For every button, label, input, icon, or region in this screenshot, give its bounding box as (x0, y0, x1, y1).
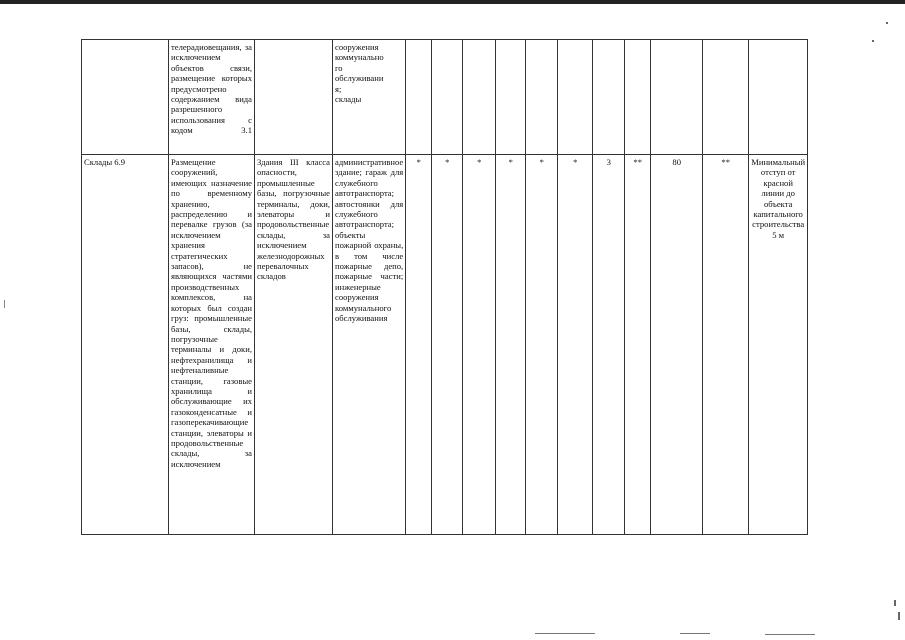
cell-empty (463, 40, 496, 155)
cell-empty (432, 40, 463, 155)
cell-auxiliary: сооружения коммунально го обслуживани я; склады (333, 40, 406, 155)
cell-value: * (558, 155, 593, 535)
cell-value: * (526, 155, 558, 535)
zoning-table (81, 39, 808, 535)
scan-speck (898, 612, 900, 620)
cell-value: 3 (593, 155, 625, 535)
cell-buildings (255, 40, 333, 155)
scan-speck (886, 22, 888, 24)
cell-description: Размещение сооружений, имеющих назначение по временному хранению, распределению и перевалке грузов (за исключением хранения стратегических запасов), не являющихся частями производственных комплексов, на которых был создан груз: промышленные базы, склады, погрузочные терминалы и доки, нефтехранилища и нефтеналивные станции, газовые хранилища и обслуживающие их газоконденсатные и газоперекачивающие станции, элеваторы и продовольственные склады, за исключением (169, 155, 255, 535)
table-row-warehouses (82, 155, 808, 535)
scan-noise (535, 633, 595, 634)
cell-empty (496, 40, 526, 155)
cell-setback: Минимальный отступ от красной линии до объекта капитального строительства 5 м (749, 155, 808, 535)
cell-value: * (496, 155, 526, 535)
scan-speck (872, 40, 874, 42)
scan-mark (4, 300, 5, 308)
scan-noise (680, 633, 710, 634)
cell-auxiliary: административное здание; гараж для служебного автотранспорта; автостоянки для служебного автотранспорта; объекты пожарной охраны, в том числе пожарные депо, пожарные части; инженерные сооружения коммунального обслуживания (333, 155, 406, 535)
scan-speck (894, 600, 896, 606)
cell-empty (651, 40, 703, 155)
scan-noise (765, 634, 815, 635)
cell-empty (703, 40, 749, 155)
cell-empty (558, 40, 593, 155)
cell-value: 80 (651, 155, 703, 535)
cell-name: Склады 6.9 (82, 155, 169, 535)
cell-empty (593, 40, 625, 155)
table-row-continuation (82, 40, 808, 155)
cell-empty (749, 40, 808, 155)
scan-top-edge (0, 0, 905, 4)
cell-description: телерадиовещания, за исключением объектов связи, размещение которых предусмотрено содержанием вида разрешенного использования с кодом 3.1 (169, 40, 255, 155)
cell-value: ** (625, 155, 651, 535)
cell-value: * (432, 155, 463, 535)
cell-empty (625, 40, 651, 155)
cell-value: ** (703, 155, 749, 535)
cell-name (82, 40, 169, 155)
cell-buildings: Здания III класса опасности, промышленные базы, погрузочные терминалы, доки, элеваторы и продовольственные склады, за исключением железнодорожных перевалочных складов (255, 155, 333, 535)
cell-empty (406, 40, 432, 155)
cell-empty (526, 40, 558, 155)
cell-value: * (463, 155, 496, 535)
cell-value: * (406, 155, 432, 535)
